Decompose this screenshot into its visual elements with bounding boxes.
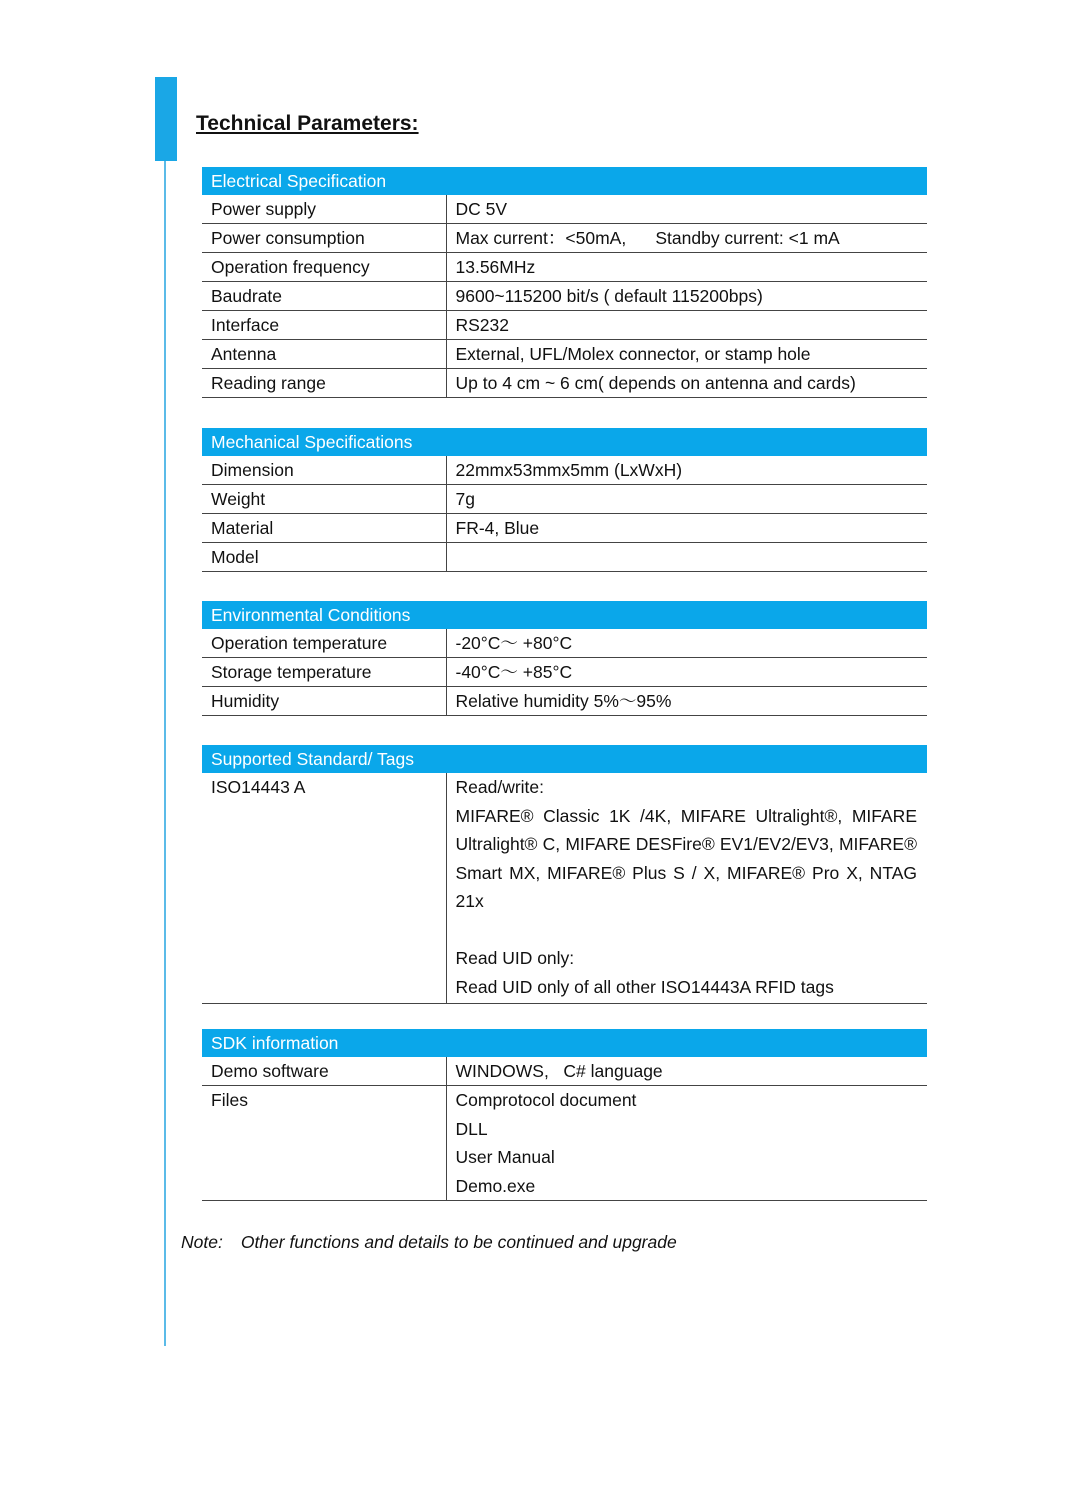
spec-key: Material	[202, 514, 446, 543]
spec-value: FR-4, Blue	[446, 514, 927, 543]
electrical-spec-table	[202, 167, 927, 398]
spec-value: 13.56MHz	[446, 253, 927, 282]
spec-key: Power consumption	[202, 224, 446, 253]
spec-key: Antenna	[202, 340, 446, 369]
table-row	[202, 282, 927, 311]
section-header: Electrical Specification	[202, 167, 927, 195]
spec-value: WINDOWS, C# language	[446, 1057, 927, 1086]
spec-value: 7g	[446, 485, 927, 514]
spec-key: Power supply	[202, 195, 446, 224]
table-row	[202, 224, 927, 253]
spec-key: Weight	[202, 485, 446, 514]
accent-bar	[155, 77, 177, 161]
spec-value: Max current：<50mA, Standby current: <1 mA	[446, 224, 927, 253]
file-item: User Manual	[455, 1147, 555, 1167]
table-row	[202, 1057, 927, 1086]
mechanical-spec-table	[202, 428, 927, 572]
spec-key: Model	[202, 543, 446, 572]
section-header: Supported Standard/ Tags	[202, 745, 927, 773]
spec-key: Baudrate	[202, 282, 446, 311]
spec-value: DC 5V	[446, 195, 927, 224]
spec-value	[446, 1086, 927, 1201]
spec-key: Interface	[202, 311, 446, 340]
file-item: DLL	[455, 1118, 488, 1139]
section-header: SDK information	[202, 1029, 927, 1057]
spec-key: Demo software	[202, 1057, 446, 1086]
environmental-conditions-table	[202, 601, 927, 716]
accent-line	[164, 161, 166, 1346]
page-title: Technical Parameters:	[196, 112, 419, 135]
spec-key: Reading range	[202, 369, 446, 398]
table-row	[202, 340, 927, 369]
spec-key: ISO14443 A	[202, 773, 446, 1004]
supported-standards-table	[202, 745, 927, 1004]
spec-value: 9600~115200 bit/s ( default 115200bps)	[446, 282, 927, 311]
read-uid-text: Read UID only of all other ISO14443A RFID tags	[455, 976, 834, 997]
table-row	[202, 773, 927, 1004]
table-row	[202, 687, 927, 716]
sdk-information-table	[202, 1029, 927, 1201]
table-row	[202, 1086, 927, 1201]
spec-value: Up to 4 cm ~ 6 cm( depends on antenna and cards)	[446, 369, 927, 398]
table-row	[202, 543, 927, 572]
note	[181, 1232, 677, 1253]
note-label: Note:	[181, 1232, 223, 1252]
table-row	[202, 195, 927, 224]
read-write-label: Read/write:	[455, 777, 545, 797]
spec-key: Humidity	[202, 687, 446, 716]
section-header: Mechanical Specifications	[202, 428, 927, 456]
spec-value: -40°C～ +85°C	[446, 658, 927, 687]
spec-key: Files	[202, 1086, 446, 1201]
table-row	[202, 456, 927, 485]
spacer	[456, 916, 918, 945]
spec-value	[446, 773, 927, 1004]
spec-key: Dimension	[202, 456, 446, 485]
spec-key: Storage temperature	[202, 658, 446, 687]
spec-value: RS232	[446, 311, 927, 340]
spec-key: Operation frequency	[202, 253, 446, 282]
note-text: Other functions and details to be continued and upgrade	[240, 1232, 677, 1252]
spec-value	[446, 543, 927, 572]
table-row	[202, 485, 927, 514]
table-row	[202, 629, 927, 658]
section-header: Environmental Conditions	[202, 601, 927, 629]
file-item: Demo.exe	[455, 1175, 536, 1196]
spec-value: External, UFL/Molex connector, or stamp hole	[446, 340, 927, 369]
spec-key: Operation temperature	[202, 629, 446, 658]
spec-value: 22mmx53mmx5mm (LxWxH)	[446, 456, 927, 485]
spec-value: -20°C～ +80°C	[446, 629, 927, 658]
spec-value: Relative humidity 5%～95%	[446, 687, 927, 716]
table-row	[202, 253, 927, 282]
table-row	[202, 658, 927, 687]
file-item: Comprotocol document	[455, 1090, 637, 1110]
read-write-tags: MIFARE® Classic 1K /4K, MIFARE Ultralight®, MIFARE Ultralight® C, MIFARE DESFire® EV1/EV2/EV3, MIFARE® Smart MX, MIFARE® Plus S / X, MIFARE® Pro X, NTAG 21x	[455, 805, 917, 911]
table-row	[202, 514, 927, 543]
table-row	[202, 311, 927, 340]
read-uid-label: Read UID only:	[455, 948, 575, 968]
table-row	[202, 369, 927, 398]
